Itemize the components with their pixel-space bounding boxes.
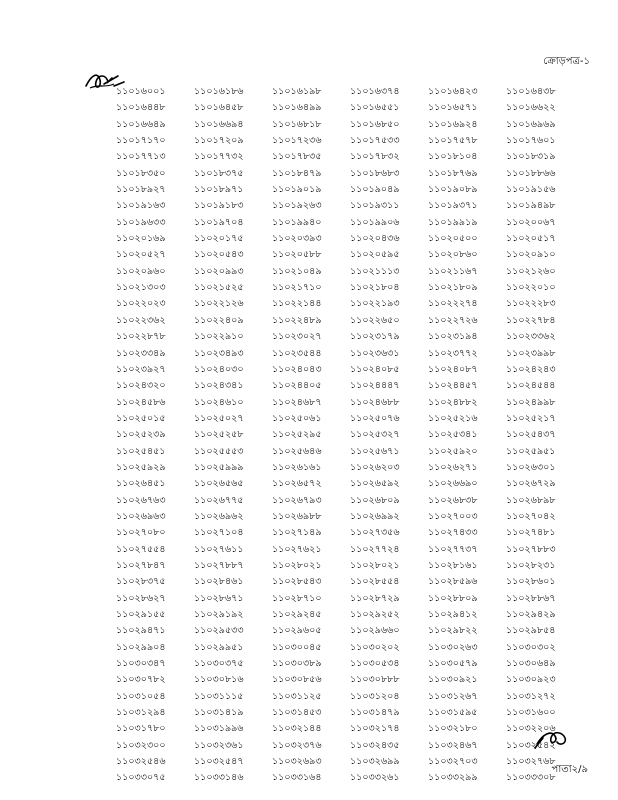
roll-number-cell: ১১০২২০১০ [506, 282, 556, 294]
roll-number-cell: ১১০২৬৫৭২ [272, 478, 322, 490]
roll-number-cell: ১১০২৭০৪২ [506, 510, 556, 522]
roll-number-cell: ১১০২৬৮০৯ [350, 494, 400, 506]
roll-number-cell: ১১০২১৮০৯ [428, 282, 478, 294]
roll-number-cell: ১১০১৭৭১৩ [116, 151, 166, 163]
roll-number-cell: ১১০২৩৭৭২ [428, 347, 478, 359]
roll-number-cell: ১১০২৪০৮৭ [428, 363, 478, 375]
roll-number-cell: ১১০১৭৮৩৫ [272, 151, 322, 163]
roll-number-cell: ১১০২১৫২৫ [194, 282, 244, 294]
roll-number-cell: ১১০২২৪৮৯ [272, 314, 322, 326]
roll-number-cell: ১১০১৯৩১১ [350, 200, 400, 212]
roll-number-cell: ১১০২৪৬১০ [194, 396, 244, 408]
roll-number-cell: ১১০২৩৩৪৯ [116, 347, 166, 359]
roll-number-cell: ১১০১৭৭৩২ [194, 151, 244, 163]
roll-number-cell: ১১০২০৩৯৩ [272, 233, 322, 245]
roll-number-cell: ১১০৩২৬৯৯ [350, 756, 400, 768]
roll-number-cell: ১১০২১০৪৯ [272, 265, 322, 277]
roll-number-cell: ১১০২৮৫৫৪ [350, 576, 400, 588]
roll-number-cell: ১১০২০৮৬০ [428, 249, 478, 261]
roll-number-cell: ১১০২৩৯৯৮ [506, 347, 556, 359]
roll-number-cell: ১১০২৫৯৯৯ [194, 461, 244, 473]
roll-number-cell: ১১০২৯৪১২ [428, 609, 478, 620]
roll-number-cell: ১১০২৮১৬১ [428, 559, 478, 571]
roll-number-cell: ১১০২৫২১৭ [506, 412, 556, 424]
roll-number-cell: ১১০২৬৬৯০ [428, 478, 478, 490]
roll-number-cell: ১১০২৬৭২৯ [506, 478, 556, 490]
roll-number-cell: ১১০১৯০১৯ [272, 184, 322, 196]
roll-number-cell: ১১০১৯৩৭১ [428, 200, 478, 212]
roll-number-cell: ১১০১৮১০৪ [428, 151, 478, 163]
roll-number-cell: ১১০৩২৩০০ [116, 739, 166, 751]
roll-number-cell: ১১০২০৫৪৩ [194, 249, 244, 261]
roll-number-cell: ১১০২৫৯৫১ [506, 445, 556, 457]
roll-number-cell: ১১০২৯৪৭১ [116, 625, 166, 637]
roll-number-cell: ১১০৩২৪৬৭ [428, 739, 478, 751]
roll-number-cell: ১১০২৪৩২০ [116, 380, 166, 392]
roll-number-cell: ১১০২০৫৮৮ [272, 249, 322, 261]
roll-number-cell: ১১০২৮২৩১ [506, 559, 556, 571]
roll-number-cell: ১১০১৬৮১৮ [272, 118, 322, 130]
roll-number-cell: ১১০২০৫৯৫ [350, 249, 400, 261]
roll-number-cell: ১১০৩১৫৯৫ [428, 707, 478, 719]
roll-number-cell: ১১০২৬৮৩৮ [428, 494, 478, 506]
roll-number-cell: ১১০১৬৩৭৪ [350, 86, 400, 97]
roll-number-cell: ১১০২৫৩২৭ [350, 429, 400, 441]
roll-number-cell: ১১০২৪০৩০ [194, 363, 244, 375]
roll-number-cell: ১১০২০৯১০ [506, 249, 556, 261]
roll-number-cell: ১১০৩০৩০২ [506, 641, 556, 653]
roll-number-cell: ১১০২২৭২৬ [428, 314, 478, 326]
roll-number-cell: ১১০২৬৮৯৮ [506, 494, 556, 506]
roll-number-cell: ১১০২৭৭৩৭ [428, 543, 478, 555]
roll-number-cell: ১১০১৯৯০৬ [350, 216, 400, 228]
roll-number-cell: ১১০১৮৬৮৩ [350, 167, 400, 179]
roll-number-cell: ১১০১৭১৭০ [116, 135, 166, 147]
roll-number-cell: ১১০২৬৫৬৫ [194, 478, 244, 490]
roll-number-cell: ১১০৩২৫৪২ [506, 739, 556, 751]
roll-number-cell: ১১০২২৭৮৪ [506, 314, 556, 326]
roll-number-cell: ১১০২৩৯২৭ [116, 363, 166, 375]
roll-number-cell: ১১০২০১৭৫ [194, 233, 244, 245]
roll-number-cell: ১১০২৮৭১০ [272, 592, 322, 604]
roll-number-cell: ১১০১৭৫৭৮ [428, 135, 478, 147]
roll-number-cell: ১১০১৬০০১ [116, 86, 166, 97]
roll-number-cell: ১১০১৬৪৩৮ [506, 86, 556, 97]
roll-number-cell: ১১০৩০৩৭৫ [194, 658, 244, 670]
roll-number-cell: ১১০১৬৯২৪ [428, 118, 478, 130]
roll-number-cell: ১১০২৯৬০৫ [272, 625, 322, 637]
roll-number-cell: ১১০২৮৫৯৬ [428, 576, 478, 588]
roll-number-cell: ১১০২৫৫৫৩ [194, 445, 244, 457]
roll-number-cell: ১১০২৩৫৪৪ [272, 347, 322, 359]
roll-number-cell: ১১০২৯২৫২ [350, 609, 400, 620]
roll-number-cell: ১১০২১৮০৪ [350, 282, 400, 294]
roll-number-cell: ১১০২৮৩৭৫ [116, 576, 166, 588]
roll-number-cell: ১১০১৯০৮৯ [428, 184, 478, 196]
roll-number-cell: ১১০২০৫২৭ [116, 249, 166, 261]
roll-number-cell: ১১০১৯২৬৩ [272, 200, 322, 212]
roll-number-cell: ১১০২৬৯৬৩ [116, 510, 166, 522]
roll-number-cell: ১১০৩৩২৯৯ [428, 772, 478, 784]
roll-number-grid [116, 84, 576, 787]
page-number: পাতা২/৯ [551, 764, 588, 775]
roll-number-cell: ১১০৩২১৮০ [428, 723, 478, 735]
roll-number-cell: ১১০২৫৬৪৬ [272, 445, 322, 457]
roll-number-cell: ১১০১৮৩৭৫ [194, 167, 244, 179]
roll-number-cell: ১১০৩১৯৯৬ [194, 723, 244, 735]
roll-number-cell: ১১০২৩৬৩১ [350, 347, 400, 359]
roll-number-cell: ১১০২৬৭৯৩ [272, 494, 322, 506]
roll-number-cell: ১১০২৭১০৪ [194, 527, 244, 539]
roll-number-cell: ১১০৩০২৬৩ [428, 641, 478, 653]
roll-number-cell: ১১০২৪৮৮২ [428, 396, 478, 408]
roll-number-cell: ১১০২৪০৪৩ [272, 363, 322, 375]
roll-number-cell: ১১০২৬৩০১ [506, 461, 556, 473]
roll-number-cell: ১১০২৪৫৪৪ [506, 380, 556, 392]
roll-number-cell: ১১০২৬৪৫১ [116, 478, 166, 490]
roll-number-cell: ১১০১৮৮৬৬ [506, 167, 556, 179]
roll-number-cell: ১১০৩২৩৭৬ [272, 739, 322, 751]
roll-number-cell: ১১০২৬২০৩ [350, 461, 400, 473]
roll-number-cell: ১১০২৭০৮০ [116, 527, 166, 539]
roll-number-cell: ১১০৩৩০৭৫ [116, 772, 166, 784]
roll-number-cell: ১১০২৫৩৪১ [428, 429, 478, 441]
roll-number-cell: ১১০৩০৩৮৯ [272, 658, 322, 670]
roll-number-cell: ১১০২৭৮৮৭ [194, 559, 244, 571]
roll-number-cell: ১১০২০৫০০ [428, 233, 478, 245]
roll-number-cell: ১১০৩২৭০৩ [428, 756, 478, 768]
roll-number-cell: ১১০২৬৯৮৮ [272, 510, 322, 522]
roll-number-cell: ১১০২৫০২৭ [194, 412, 244, 424]
roll-number-cell: ১১০৩২২০৬ [506, 723, 556, 735]
roll-number-cell: ১১০১৬৫৭১ [428, 102, 478, 114]
roll-number-cell: ১১০৩১১১৫ [194, 690, 244, 702]
roll-number-cell: ১১০১৬৪২৩ [428, 86, 478, 97]
roll-number-cell: ১১০২৭৮৪৭ [116, 559, 166, 571]
roll-number-cell: ১১০১৯১৫৬ [506, 184, 556, 196]
roll-number-cell: ১১০২৬৭৬৩ [116, 494, 166, 506]
roll-number-cell: ১১০১৯৬৩৩ [116, 216, 166, 228]
roll-number-cell: ১১০২৪৩৪১ [194, 380, 244, 392]
roll-number-cell: ১১০২৯১৫৫ [116, 609, 166, 620]
roll-number-cell: ১১০৩২১৪৪ [272, 723, 322, 735]
roll-number-cell: ১১০২৭৩৫৬ [350, 527, 400, 539]
roll-number-cell: ১১০২৯৬৬০ [350, 625, 400, 637]
roll-number-cell: ১১০৩২৭৬৮ [506, 756, 556, 768]
roll-number-cell: ১১০৩১৭৮০ [116, 723, 166, 735]
roll-number-cell: ১১০৩০৩৪৭ [116, 658, 166, 670]
roll-number-cell: ১১০২৬৯৯২ [350, 510, 400, 522]
roll-number-cell: ১১০৩১২৭২ [506, 690, 556, 702]
roll-number-cell: ১১০১৯৭০৪ [194, 216, 244, 228]
roll-number-cell: ১১০২৭০০৩ [428, 510, 478, 522]
roll-number-cell: ১১০২৩১৯৪ [428, 331, 478, 343]
roll-number-cell: ১১০১৮৭৬৯ [428, 167, 478, 179]
roll-number-cell: ১১০৩১২০৪ [350, 690, 400, 702]
roll-number-cell: ১১০১৯১৬৩ [116, 200, 166, 212]
roll-number-cell: ১১০২৫৪৩৭ [506, 429, 556, 441]
roll-number-cell: ১১০২২৩৬২ [116, 314, 166, 326]
roll-number-cell: ১১০২৯৮২২ [428, 625, 478, 637]
roll-number-cell: ১১০২২০২৩ [116, 298, 166, 310]
roll-number-cell: ১১০৩০৮৫৬ [272, 674, 322, 686]
roll-number-cell: ১১০২৭৬১১ [194, 543, 244, 555]
roll-number-cell: ১১০১৯৯৪০ [272, 216, 322, 228]
roll-number-cell: ১১০২৫৯২০ [428, 445, 478, 457]
roll-number-cell: ১১০৩০০৪৫ [272, 641, 322, 653]
roll-number-cell: ১১০১৮৩১৯ [506, 151, 556, 163]
roll-number-cell: ১১০৩০৫৩৪ [350, 658, 400, 670]
roll-number-cell: ১১০২২৯১০ [194, 331, 244, 343]
roll-number-cell: ১১০৩২১৭৪ [350, 723, 400, 735]
roll-number-cell: ১১০১৬৪৫৮ [194, 102, 244, 114]
roll-number-cell: ১১০২৫২৯৫ [272, 429, 322, 441]
roll-number-cell: ১১০২৮৭২৯ [350, 592, 400, 604]
roll-number-cell: ১১০১৯০৪৯ [350, 184, 400, 196]
roll-number-cell: ১১০২৫৪৫১ [116, 445, 166, 457]
roll-number-cell: ১১০২২১৯৩ [350, 298, 400, 310]
roll-number-cell: ১১০১৮৩৫০ [116, 167, 166, 179]
roll-number-cell: ১১০৩১৪৫৩ [272, 707, 322, 719]
roll-number-cell: ১১০২৯৫৩৩ [194, 625, 244, 637]
roll-number-cell: ১১০১৭২৩৬ [272, 135, 322, 147]
roll-number-cell: ১১০২৪৪৫৭ [428, 380, 478, 392]
roll-number-cell: ১১০১৭৮৩২ [350, 151, 400, 163]
roll-number-cell: ১১০২৮৮০৯ [428, 592, 478, 604]
roll-number-cell: ১১০২২১২৬ [194, 298, 244, 310]
roll-number-cell: ১১০১৯১৮৩ [194, 200, 244, 212]
roll-number-cell: ১১০৩১৪১৯ [194, 707, 244, 719]
roll-number-cell: ১১০৩২৩৬১ [194, 739, 244, 751]
roll-number-cell: ১১০২১৭১০ [272, 282, 322, 294]
roll-number-cell: ১১০১৮৯২৭ [116, 184, 166, 196]
roll-number-cell: ১১০২৭৬২১ [272, 543, 322, 555]
signature-initial-icon [533, 724, 569, 754]
roll-number-cell: ১১০২৪৫৮৬ [116, 396, 166, 408]
roll-number-cell: ১১০২৯১৯২ [194, 609, 244, 620]
roll-number-cell: ১১০২৮৬২৭ [116, 592, 166, 604]
roll-number-cell: ১১০২৫০৬১ [272, 412, 322, 424]
roll-number-cell: ১১০২৭৪৩৩ [428, 527, 478, 539]
roll-number-cell: ১১০২৩১৭৯ [350, 331, 400, 343]
roll-number-cell: ১১০৩২৫৪৭ [194, 756, 244, 768]
roll-number-cell: ১১০১৬১৮৬ [194, 86, 244, 97]
roll-number-cell: ১১০২০১৬৯ [116, 233, 166, 245]
roll-number-cell: ১১০১৮৪৭৯ [272, 167, 322, 179]
roll-number-cell: ১১০২৯৯০৪ [116, 641, 166, 653]
roll-number-cell: ১১০২২১৪৪ [272, 298, 322, 310]
roll-number-cell: ১১০২৭৮৮৩ [506, 543, 556, 555]
roll-number-cell: ১১০২৬৯৬২ [194, 510, 244, 522]
roll-number-cell: ১১০২৮৮৬৭ [506, 592, 556, 604]
roll-number-cell: ১১০২৫২৩৯ [116, 429, 166, 441]
roll-number-cell: ১১০২৫২৫৮ [194, 429, 244, 441]
roll-number-cell: ১১০২০০৬৭ [506, 216, 556, 228]
roll-number-cell: ১১০৩০৮৮৮ [350, 674, 400, 686]
roll-number-cell: ১১০২৮৬৭১ [194, 592, 244, 604]
roll-number-cell: ১১০২৫৯২৯ [116, 461, 166, 473]
roll-number-cell: ১১০২৩৩৬২ [506, 331, 556, 343]
roll-number-cell: ১১০২৯৯৫১ [194, 641, 244, 653]
roll-number-cell: ১১০২৭৪৮১ [506, 527, 556, 539]
roll-number-cell: ১১০৩০৬৪৯ [506, 658, 556, 670]
roll-number-cell: ১১০১৬৬৯৪ [194, 118, 244, 130]
roll-number-cell: ১১০২২৮৭৮ [116, 331, 166, 343]
roll-number-cell: ১১০২৪৪৪৭ [350, 380, 400, 392]
roll-number-cell: ১১০১৬১৯৮ [272, 86, 322, 97]
roll-number-cell: ১১০৩৩১৪৬ [194, 772, 244, 784]
roll-number-cell: ১১০১৬৫৫১ [350, 102, 400, 114]
roll-number-cell: ১১০২১২৬০ [506, 265, 556, 277]
roll-number-cell: ১১০১৬৪৪৮ [116, 102, 166, 114]
roll-number-cell: ১১০২৪৯৯৮ [506, 396, 556, 408]
roll-number-cell: ১১০২০৪৩৬ [350, 233, 400, 245]
annexure-label: ক্রোড়পত্র-১ [543, 56, 590, 67]
roll-number-cell: ১১০১৯৪৯৮ [506, 200, 556, 212]
roll-number-cell: ১১০৩০৮১৬ [194, 674, 244, 686]
roll-number-cell: ১১০৩২৬৯৩ [272, 756, 322, 768]
roll-number-cell: ১১০২৪৪০৫ [272, 380, 322, 392]
roll-number-cell: ১১০২৮০২১ [272, 559, 322, 571]
roll-number-cell: ১১০২৯৪২৯ [506, 609, 556, 620]
roll-number-cell: ১১০২৮৬০১ [506, 576, 556, 588]
roll-number-cell: ১১০২৯২৪৫ [272, 609, 322, 620]
roll-number-cell: ১১০২৬১৬১ [272, 461, 322, 473]
roll-number-cell: ১১০৩২৫৪৬ [116, 756, 166, 768]
roll-number-cell: ১১০২৬২৭১ [428, 461, 478, 473]
roll-number-cell: ১১০২৩০২৭ [272, 331, 322, 343]
roll-number-cell: ১১০৩০৫৭৯ [428, 658, 478, 670]
roll-number-cell: ১১০৩০৯২৩ [506, 674, 556, 686]
roll-number-cell: ১১০১৭৬০১ [506, 135, 556, 147]
roll-number-cell: ১১০২৩৪৯৩ [194, 347, 244, 359]
roll-number-cell: ১১০২০৯৬০ [116, 265, 166, 277]
roll-number-cell: ১১০৩৩১৬৪ [272, 772, 322, 784]
roll-number-cell: ১১০২৬৭৭৫ [194, 494, 244, 506]
roll-number-cell: ১১০২৪০৮৫ [350, 363, 400, 375]
roll-number-cell: ১১০২৬৫৯২ [350, 478, 400, 490]
roll-number-cell: ১১০৩১৪৭৯ [350, 707, 400, 719]
roll-number-cell: ১১০৩১৬০০ [506, 707, 556, 719]
roll-number-cell: ১১০৩১২৬৭ [428, 690, 478, 702]
roll-number-cell: ১১০২১১১৩ [350, 265, 400, 277]
roll-number-cell: ১১০১৬৬২২ [506, 102, 556, 114]
roll-number-cell: ১১০১৬৯৬৯ [506, 118, 556, 130]
roll-number-cell: ১১০২৭৫৫৪ [116, 543, 166, 555]
roll-number-cell: ১১০৩৩৩০৮ [506, 772, 556, 784]
roll-number-cell: ১১০২৮৫৪৩ [272, 576, 322, 588]
roll-number-cell: ১১০৩৩২৬১ [350, 772, 400, 784]
roll-number-cell: ১১০২৫০১৫ [116, 412, 166, 424]
roll-number-cell: ১১০৩১১২৫ [272, 690, 322, 702]
roll-number-cell: ১১০২৫০৭৬ [350, 412, 400, 424]
roll-number-cell: ১১০২২৪০৯ [194, 314, 244, 326]
roll-number-cell: ১১০২৫৬৭১ [350, 445, 400, 457]
roll-number-cell: ১১০২০৫১৭ [506, 233, 556, 245]
roll-number-cell: ১১০১৬৮৫০ [350, 118, 400, 130]
roll-number-cell: ১১০২৭১৪৯ [272, 527, 322, 539]
roll-number-cell: ১১০২২২৮৩ [506, 298, 556, 310]
roll-number-cell: ১১০১৮৯৭১ [194, 184, 244, 196]
roll-number-cell: ১১০২৯৮৫৪ [506, 625, 556, 637]
roll-number-cell: ১১০২৭৭২৪ [350, 543, 400, 555]
roll-number-cell: ১১০১৭২০৯ [194, 135, 244, 147]
roll-number-cell: ১১০২৪২৪৩ [506, 363, 556, 375]
roll-number-cell: ১১০৩২৪৩৫ [350, 739, 400, 751]
roll-number-cell: ১১০৩১২৯৪ [116, 707, 166, 719]
roll-number-cell: ১১০২৪৬৮৮ [350, 396, 400, 408]
roll-number-cell: ১১০২২২৭৪ [428, 298, 478, 310]
roll-number-cell: ১১০২১৩০৩ [116, 282, 166, 294]
roll-number-cell: ১১০২৮০২১ [350, 559, 400, 571]
roll-number-cell: ১১০৩০২০২ [350, 641, 400, 653]
roll-number-cell: ১১০২৮৪৬১ [194, 576, 244, 588]
roll-number-cell: ১১০৩০৯২১ [428, 674, 478, 686]
roll-number-cell: ১১০২৪৬৮৭ [272, 396, 322, 408]
roll-number-cell: ১১০১৯৯১৯ [428, 216, 478, 228]
roll-number-cell: ১১০২০৯৯৩ [194, 265, 244, 277]
roll-number-cell: ১১০২৫২১৬ [428, 412, 478, 424]
roll-number-cell: ১১০২১১৬৭ [428, 265, 478, 277]
roll-number-cell: ১১০১৬৬৪৯ [116, 118, 166, 130]
roll-number-cell: ১১০৩১০৫৪ [116, 690, 166, 702]
roll-number-cell: ১১০২২৬৫০ [350, 314, 400, 326]
roll-number-cell: ১১০৩০৭৮২ [116, 674, 166, 686]
roll-number-cell: ১১০১৬৪৯৯ [272, 102, 322, 114]
roll-number-cell: ১১০১৭৫৩৩ [350, 135, 400, 147]
